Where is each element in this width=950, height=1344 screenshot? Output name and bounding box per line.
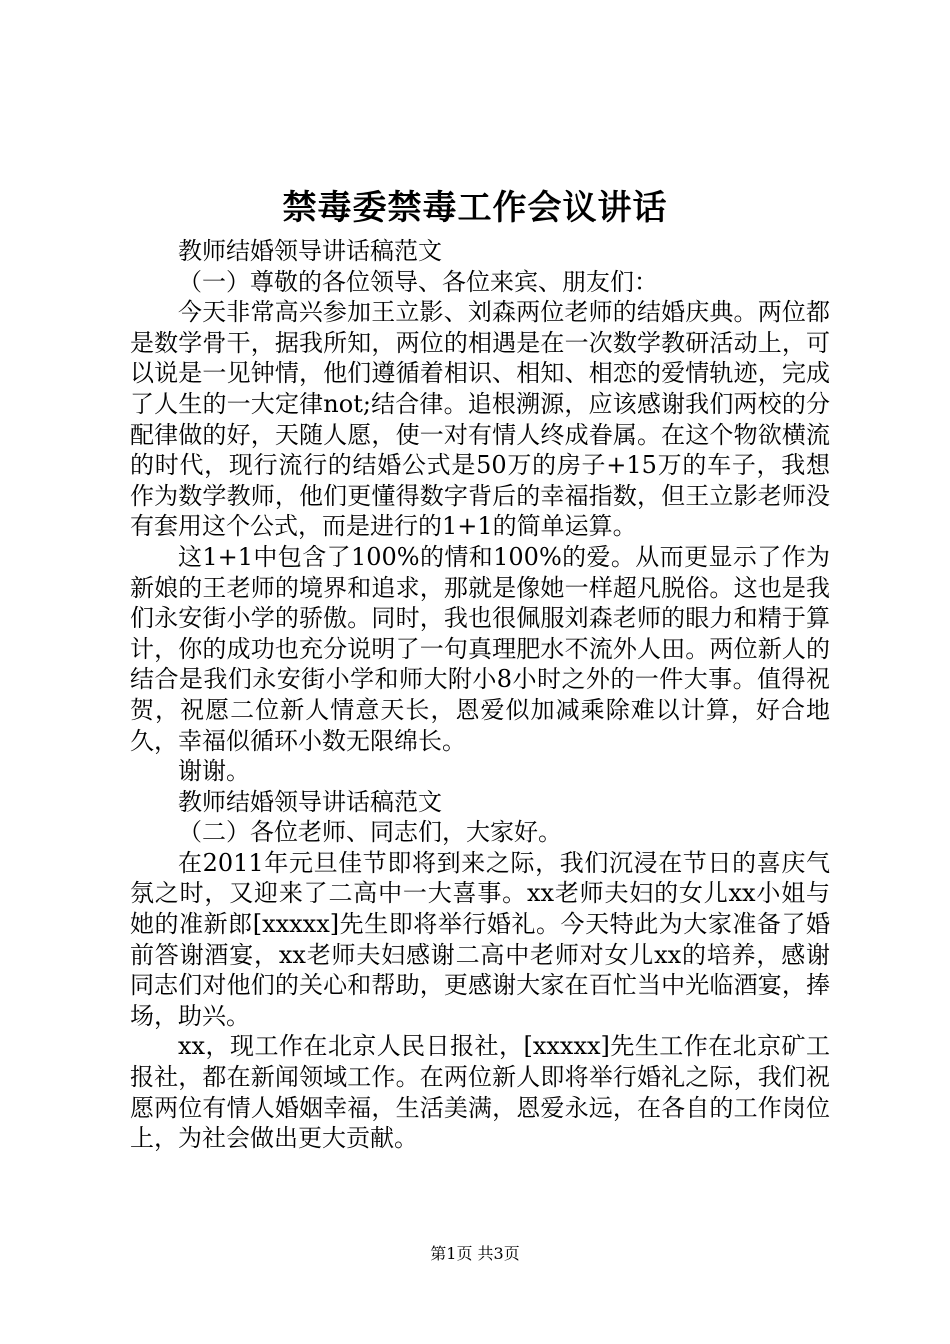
paragraph-body: xx，现工作在北京人民日报社，[xxxxx]先生工作在北京矿工报社，都在新闻领域工作。在两位新人即将举行婚礼之际，我们祝愿两位有情人婚姻幸福，生活美满，恩爱永远，在各自的工作岗位上，为社会做出更大贡献。 bbox=[130, 1032, 830, 1153]
paragraph-body: 这1+1中包含了100%的情和100%的爱。从而更显示了作为新娘的王老师的境界和追求，那就是像她一样超凡脱俗。这也是我们永安街小学的骄傲。同时，我也很佩服刘森老师的眼力和精于算计，你的成功也充分说明了一句真理肥水不流外人田。两位新人的结合是我们永安街小学和师大附小8小时之外的一件大事。值得祝贺，祝愿二位新人情意天长，恩爱似加减乘除难以计算，好合地久，幸福似循环小数无限绵长。 bbox=[130, 542, 830, 755]
paragraph-body: 在2011年元旦佳节即将到来之际，我们沉浸在节日的喜庆气氛之时，又迎来了二高中一大喜事。xx老师夫妇的女儿xx小姐与她的准新郎[xxxxx]先生即将举行婚礼。今天特此为大家准备了婚前答谢酒宴，xx老师夫妇感谢二高中老师对女儿xx的培养，感谢同志们对他们的关心和帮助，更感谢大家在百忙当中光临酒宴，捧场，助兴。 bbox=[130, 848, 830, 1030]
page-number-footer: 第1页 共3页 bbox=[430, 1244, 520, 1263]
document-title: 禁毒委禁毒工作会议讲话 bbox=[282, 188, 668, 228]
document-body bbox=[130, 236, 830, 1154]
paragraph-heading-1: 教师结婚领导讲话稿范文 bbox=[178, 237, 442, 265]
paragraph-heading-2: 教师结婚领导讲话稿范文 bbox=[178, 787, 442, 816]
paragraph-body: 今天非常高兴参加王立影、刘森两位老师的结婚庆典。两位都是数学骨干，据我所知，两位的相遇是在一次数学教研活动上，可以说是一见钟情，他们遵循着相识、相知、相恋的爱情轨迹，完成了人生的一大定律not;结合律。追根溯源，应该感谢我们两校的分配律做的好，天随人愿，使一对有情人终成眷属。在这个物欲横流的时代，现行流行的结婚公式是50万的房子+15万的车子，我想作为数学教师，他们更懂得数字背后的幸福指数，但王立影老师没有套用这个公式，而是进行的1+1的简单运算。 bbox=[130, 298, 830, 541]
paragraph-salutation-1: （一）尊敬的各位领导、各位来宾、朋友们： bbox=[178, 267, 658, 296]
paragraph-thanks: 谢谢。 bbox=[178, 757, 250, 786]
paragraph-salutation-2: （二）各位老师、同志们，大家好。 bbox=[178, 818, 562, 847]
